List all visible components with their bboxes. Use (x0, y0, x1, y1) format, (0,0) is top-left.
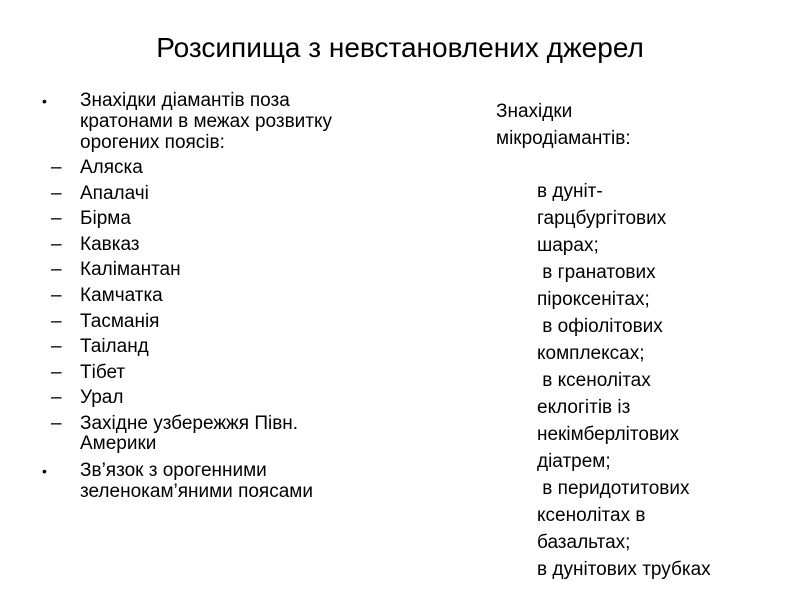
micro-heading-line2: мікродіамантів: (496, 128, 631, 149)
regions-list (42, 158, 342, 454)
right-column (496, 98, 776, 583)
micro-line: в ксенолітах (537, 370, 651, 391)
micro-line: шарах; (537, 235, 599, 256)
region-label: Калімантан (80, 259, 181, 281)
region-item (42, 414, 342, 454)
region-item (42, 209, 342, 229)
bullet-dot-icon: • (42, 462, 47, 479)
region-label: Тасманія (80, 310, 160, 332)
region-item (42, 158, 342, 178)
region-item (42, 260, 342, 280)
micro-line: еклогітів із (537, 397, 631, 418)
dash-icon: – (51, 412, 62, 434)
dash-icon: – (51, 361, 62, 383)
dash-icon: – (51, 208, 62, 230)
bullet-text: Зв’язок з орогенними зеленокам’яними поясами (80, 459, 313, 502)
micro-line: в офіолітових (537, 316, 663, 337)
dash-icon: – (51, 233, 62, 255)
micro-line: базальтах; (537, 532, 631, 553)
micro-line: некімберлітових (537, 424, 680, 445)
region-label: Тібет (80, 361, 126, 383)
micro-line: в перидотитових (537, 478, 690, 499)
dash-icon: – (51, 310, 62, 332)
bullet-findings-outside-cratons (42, 90, 342, 153)
region-label: Аляска (80, 157, 143, 178)
dash-icon: – (51, 336, 62, 358)
dash-icon: – (51, 259, 62, 281)
left-column (42, 90, 342, 502)
bullet-text: Знахідки діамантів поза кратонами в межах розвитку орогених поясів: (80, 90, 333, 153)
micro-line: ксенолітах в (537, 505, 646, 526)
bullet-dot-icon: • (42, 93, 47, 109)
micro-finds-list (496, 178, 776, 583)
micro-line: діатрем; (537, 451, 611, 472)
micro-line: в дуніт- (537, 181, 603, 202)
region-item (42, 363, 342, 383)
micro-line: піроксенітах; (537, 289, 650, 310)
region-label: Камчатка (80, 284, 163, 306)
region-item (42, 337, 342, 357)
region-label: Бірма (80, 208, 131, 230)
region-label: Західне узбережжя Півн. Америки (80, 412, 299, 454)
region-item (42, 184, 342, 204)
micro-line: комплексах; (537, 343, 645, 364)
micro-line: гарцбургітових (537, 208, 667, 229)
region-label: Апалачі (80, 182, 149, 204)
bullet-greenstone-belts (42, 460, 342, 502)
micro-line: в гранатових (537, 262, 656, 283)
dash-icon: – (51, 157, 62, 178)
region-item (42, 235, 342, 255)
micro-line: в дунітових трубках (537, 559, 711, 580)
region-label: Урал (80, 387, 124, 409)
dash-icon: – (51, 387, 62, 409)
dash-icon: – (51, 284, 62, 306)
region-item (42, 388, 342, 408)
dash-icon: – (51, 182, 62, 204)
region-item (42, 286, 342, 306)
micro-heading-line1: Знахідки (496, 101, 573, 122)
slide-title: Розсипища з невстановлених джерел (156, 32, 644, 63)
region-label: Кавказ (80, 233, 140, 255)
region-item (42, 312, 342, 332)
region-label: Таіланд (80, 336, 149, 358)
